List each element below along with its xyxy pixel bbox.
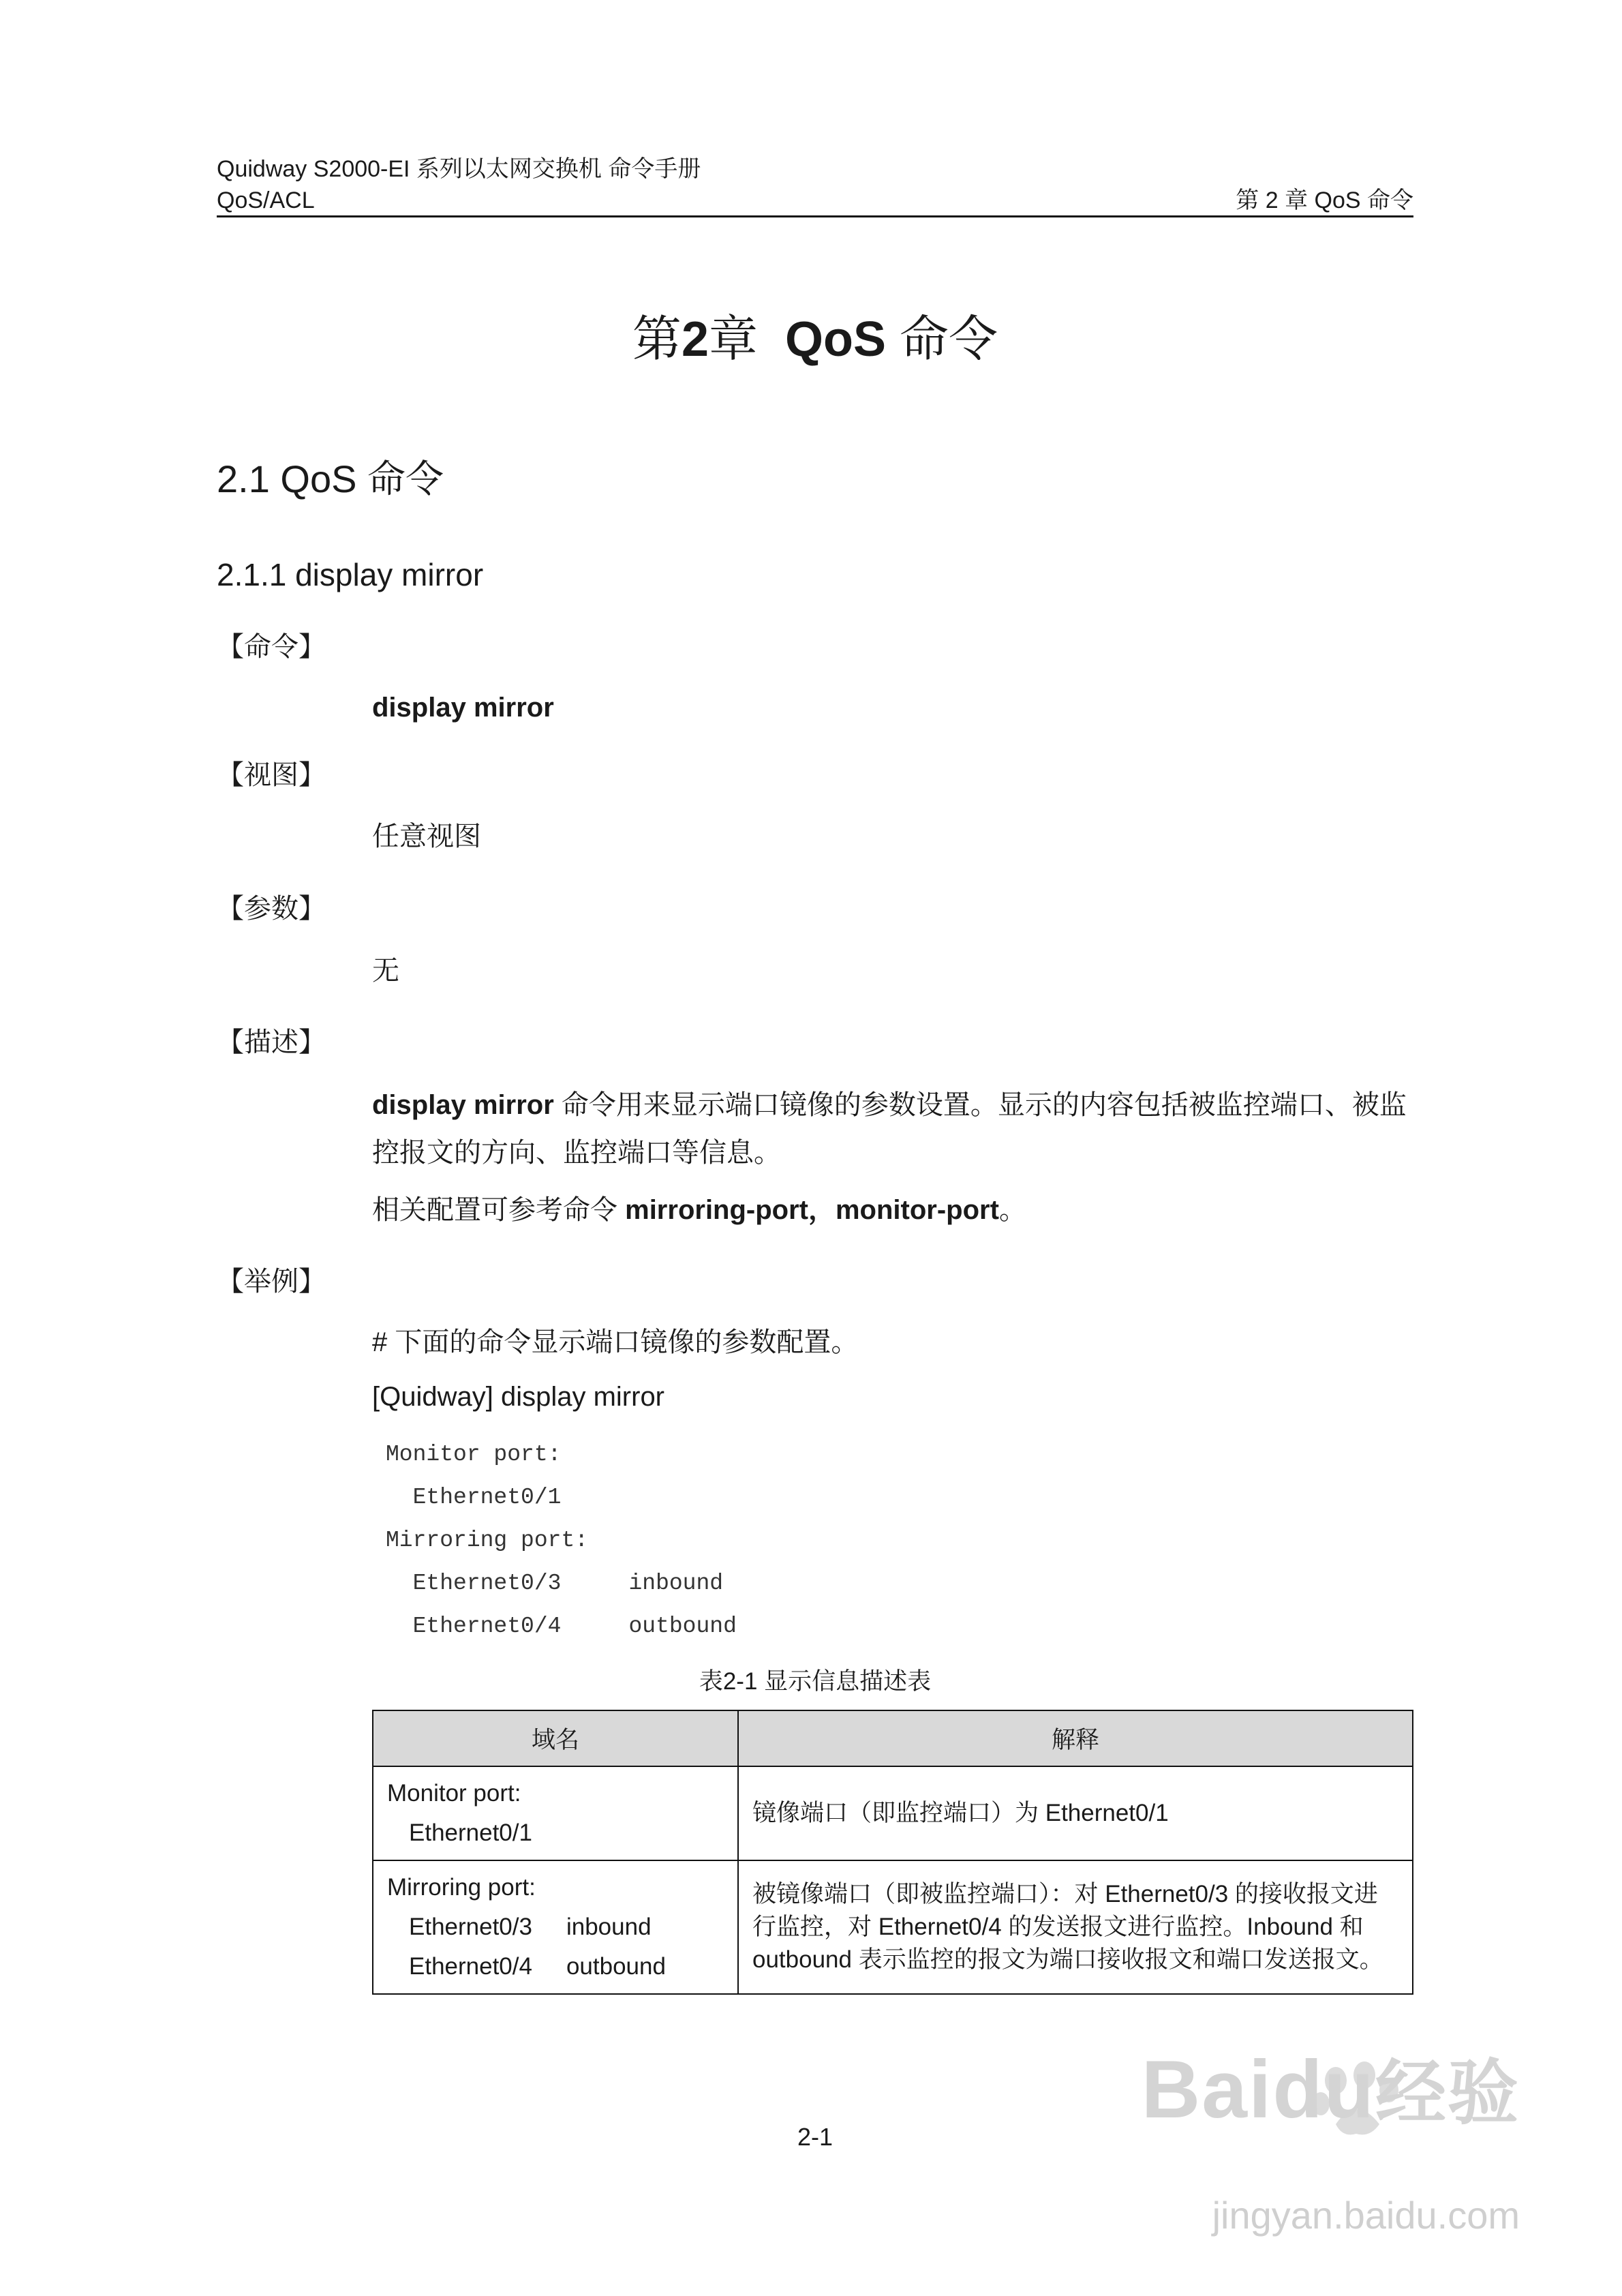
table-row bbox=[373, 1860, 1413, 1994]
view-text: 任意视图 bbox=[372, 821, 481, 851]
label-desc: 【描述】 bbox=[217, 1027, 326, 1057]
field-line bbox=[387, 1947, 666, 1987]
table-cell-field bbox=[373, 1766, 738, 1860]
output-line: Mirroring port: bbox=[386, 1528, 589, 1553]
description-cmd: display mirror bbox=[372, 1090, 554, 1120]
chapter-suffix: 章 bbox=[708, 312, 758, 367]
chapter-prefix: 第 bbox=[632, 312, 682, 367]
field-port: Ethernet0/4 bbox=[409, 1953, 532, 1980]
related-commands bbox=[372, 1193, 1026, 1227]
info-table bbox=[372, 1710, 1413, 1995]
label-params: 【参数】 bbox=[217, 894, 326, 924]
field-direction: inbound bbox=[566, 1914, 652, 1940]
chapter-name-cn: 命令 bbox=[900, 312, 998, 367]
command-text: display mirror bbox=[372, 693, 554, 723]
watermark-logo bbox=[1142, 2045, 1520, 2138]
chapter-name: QoS bbox=[785, 312, 887, 367]
watermark-brand: Bai bbox=[1141, 2044, 1273, 2135]
table-cell-explain bbox=[738, 1860, 1413, 1994]
label-view: 【视图】 bbox=[217, 760, 326, 790]
header-rule bbox=[217, 215, 1413, 217]
subsection-heading: 2.1.1 display mirror bbox=[217, 557, 484, 592]
output-line: Ethernet0/3 inbound bbox=[386, 1571, 724, 1596]
header-chapter-ref: 第 2 章 QoS 命令 bbox=[1236, 187, 1413, 213]
description-text: 命令用来显示端口镜像的参数设置。显示的内容包括被监控端口、被监控报文的方向、监控端口等信息。 bbox=[372, 1090, 1407, 1168]
label-example: 【举例】 bbox=[217, 1267, 326, 1297]
field-port: Ethernet0/3 bbox=[409, 1914, 532, 1940]
section-heading: 2.1 QoS 命令 bbox=[217, 457, 444, 500]
related-suffix: 。 bbox=[998, 1195, 1026, 1225]
watermark-brand-cn: 经验 bbox=[1375, 2054, 1520, 2133]
field-line: Ethernet0/1 bbox=[409, 1819, 532, 1846]
header-explain: 解释 bbox=[738, 1710, 1413, 1766]
output-line: Ethernet0/1 bbox=[386, 1485, 562, 1510]
table-cell-field bbox=[373, 1860, 738, 1994]
params-text: 无 bbox=[372, 956, 399, 986]
related-prefix: 相关配置可参考命令 bbox=[372, 1195, 626, 1225]
related-cmds: mirroring-port，monitor-port bbox=[625, 1195, 999, 1225]
field-line: Mirroring port: bbox=[387, 1874, 536, 1901]
table-cell-explain bbox=[738, 1766, 1413, 1860]
table-header-row bbox=[373, 1710, 1413, 1766]
header-module: QoS/ACL bbox=[217, 187, 315, 213]
table-row bbox=[373, 1766, 1413, 1860]
page-number: 2-1 bbox=[797, 2123, 833, 2151]
header-field: 域名 bbox=[373, 1710, 738, 1766]
explain-text: 被镜像端口（即被监控端口）：对 Ethernet0/3 的接收报文进行监控，对 Ethernet0/4 的发送报文进行监控。Inbound 和 outbound 表示监控的报文为端口接收报文和端口发送报文。 bbox=[752, 1881, 1383, 1973]
example-comment: # 下面的命令显示端口镜像的参数配置。 bbox=[372, 1327, 859, 1357]
chapter-num: 2 bbox=[681, 312, 709, 367]
watermark-brand2: du bbox=[1272, 2044, 1375, 2135]
chapter-title bbox=[217, 310, 1413, 369]
watermark-url: jingyan.baidu.com bbox=[1212, 2194, 1520, 2237]
label-command: 【命令】 bbox=[217, 632, 326, 662]
field-direction: outbound bbox=[566, 1953, 666, 1980]
explain-text: 镜像端口（即监控端口）为 Ethernet0/1 bbox=[752, 1800, 1169, 1826]
description-paragraph bbox=[372, 1081, 1408, 1177]
header-title: Quidway S2000-EI 系列以太网交换机 命令手册 bbox=[217, 156, 701, 182]
field-line bbox=[387, 1907, 652, 1947]
field-line: Monitor port: bbox=[387, 1780, 521, 1807]
output-line: Ethernet0/4 outbound bbox=[386, 1614, 737, 1639]
example-prompt: [Quidway] display mirror bbox=[372, 1382, 665, 1412]
output-line: Monitor port: bbox=[386, 1442, 562, 1467]
table-caption: 表2-1 显示信息描述表 bbox=[699, 1668, 932, 1695]
